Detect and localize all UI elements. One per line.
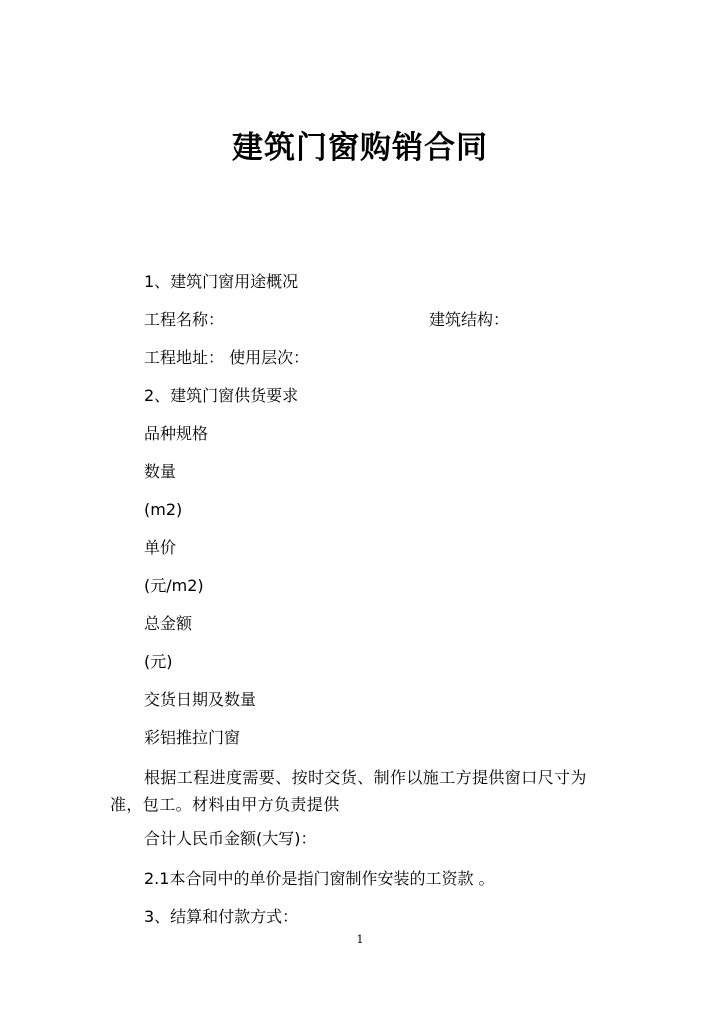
project-name-label: 工程名称： (144, 310, 225, 329)
product-name: 彩铝推拉门窗 (144, 728, 241, 747)
total-amount-unit-label: (元) (144, 652, 173, 671)
section-1-heading: 1、建筑门窗用途概况 (144, 272, 299, 291)
delivery-column-label: 交货日期及数量 (144, 690, 257, 709)
section-3-heading: 3、结算和付款方式： (144, 907, 299, 926)
quantity-unit-label: (m2) (144, 500, 183, 519)
spec-column-label: 品种规格 (144, 424, 209, 443)
unit-price-unit-label: (元/m2) (144, 576, 204, 595)
section-2-heading: 2、建筑门窗供货要求 (144, 386, 299, 405)
delivery-paragraph: 根据工程进度需要、按时交货、制作以施工方提供窗口尺寸为准，包工。材料由甲方负责提供 (110, 768, 587, 814)
total-rmb-label: 合计人民币金额(大写)： (144, 829, 317, 848)
page-number: 1 (356, 933, 364, 946)
quantity-column-label: 数量 (144, 462, 177, 481)
document-title: 建筑门窗购销合同 (232, 130, 488, 166)
clause-2-1: 2.1本合同中的单价是指门窗制作安装的工资款 。 (144, 869, 495, 888)
building-structure-label: 建筑结构： (429, 310, 510, 329)
project-address-label: 工程地址： 使用层次： (144, 348, 310, 367)
unit-price-column-label: 单价 (144, 538, 177, 557)
total-amount-column-label: 总金额 (144, 614, 193, 633)
